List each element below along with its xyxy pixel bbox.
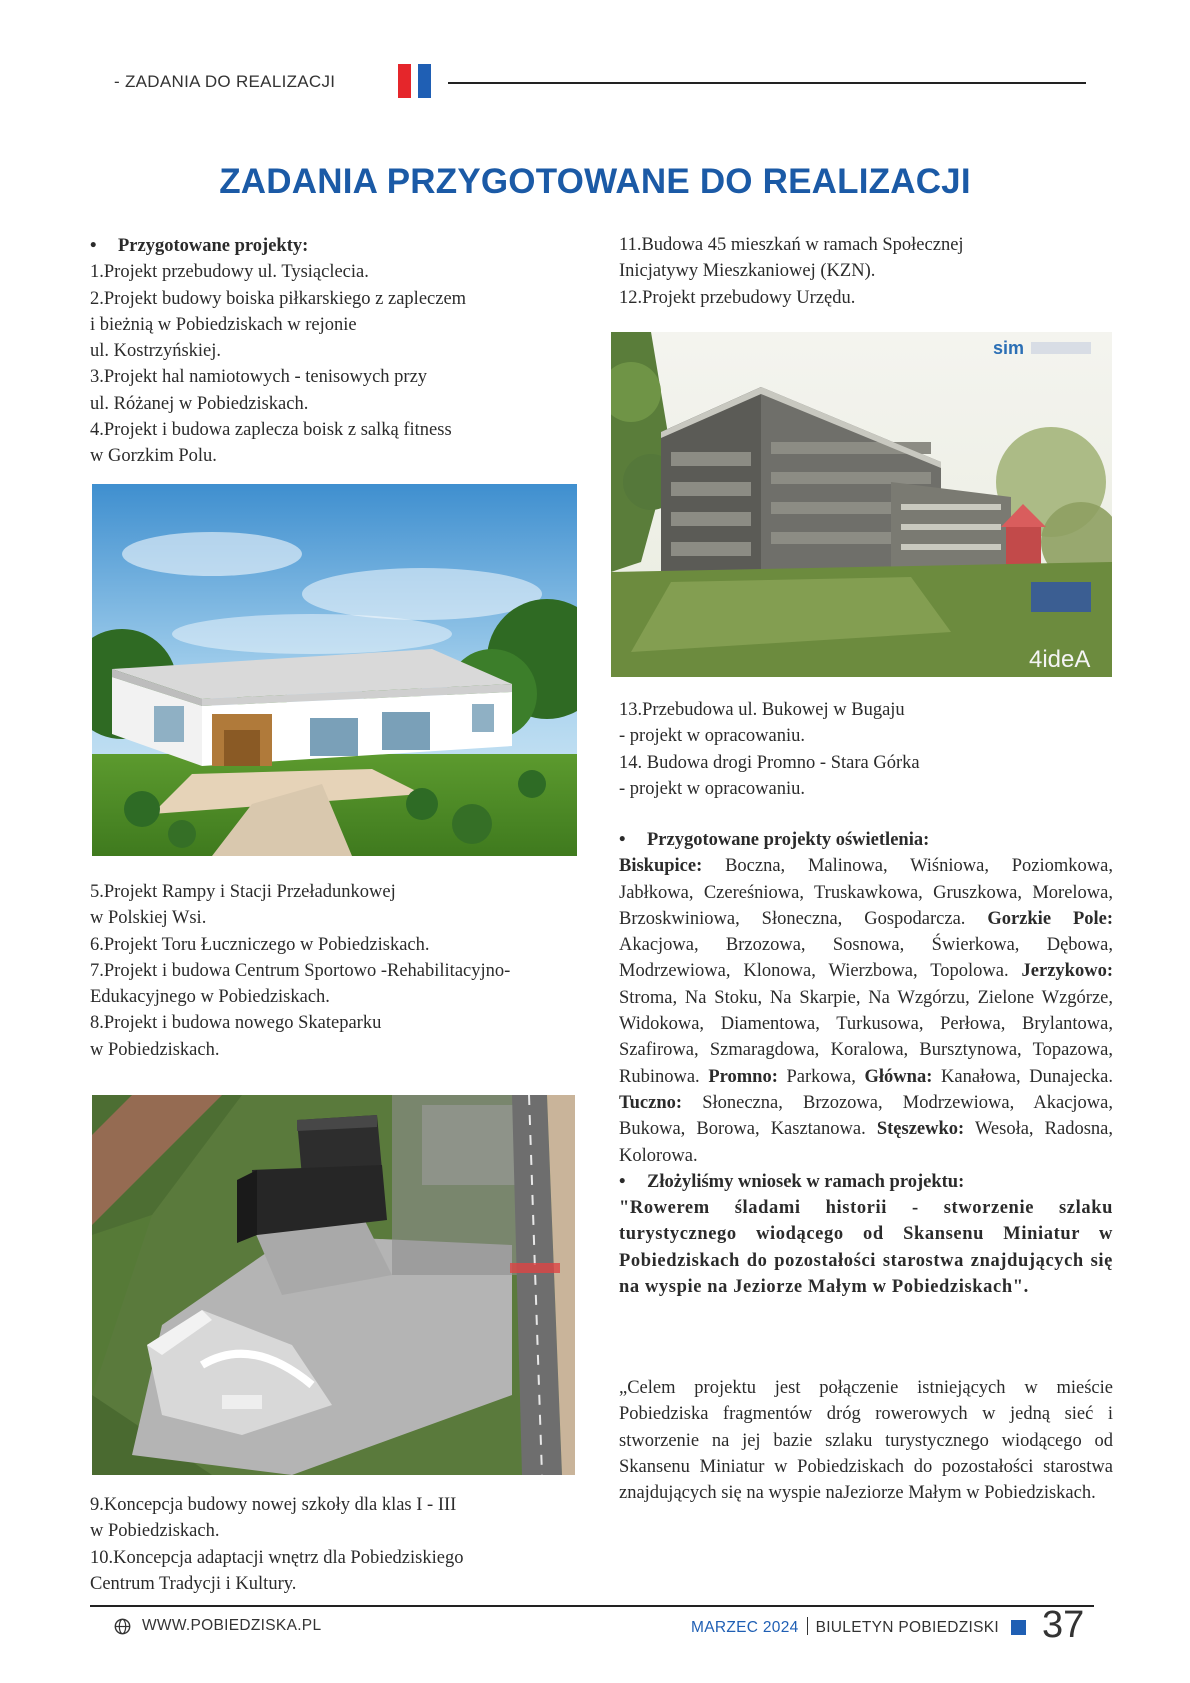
street-list: Wesoła, Radosna, Kolorowa. <box>619 1119 1113 1166</box>
list-item: w Polskiej Wsi. <box>90 908 207 929</box>
list-item: 6.Projekt Toru Łuczniczego w Pobiedziskach. <box>90 934 430 955</box>
list-item: 10.Koncepcja adaptacji wnętrz dla Pobiedziskiego <box>90 1547 464 1568</box>
street-list: Akacjowa, Brzozowa, Sosnowa, Świerkowa, Dębowa, Modrzewiowa, Klonowa, Wierzbowa, Topolowa. <box>619 935 1113 982</box>
header-divider <box>448 82 1086 84</box>
left-projects-block-2 <box>90 879 580 1063</box>
sports-facility-rendering <box>92 484 577 856</box>
village-label: Główna: <box>864 1066 933 1087</box>
aerial-skatepark-rendering <box>92 1095 575 1475</box>
village-label: Tuczno: <box>619 1092 683 1113</box>
list-item: 4.Projekt i budowa zaplecza boisk z salką fitness <box>90 420 452 441</box>
lighting-projects-block <box>619 827 1113 1300</box>
footer-square-marker <box>1011 1620 1026 1635</box>
grant-quote: „Celem projektu jest połączenie istniejących w mieście Pobiedziska fragmentów dróg rowerowych w jedną sieć i stworzenie na jej bazie szlaku turystycznego wiodącego od Skansenu Miniatur w Pobiedziskach do pozostałości starostwa znajdujących się na wyspie naJeziorze Małym w Pobiedziskach. <box>619 1378 1113 1504</box>
village-label: Biskupice: <box>619 856 703 877</box>
list-item: ul. Kostrzyńskiej. <box>90 341 222 362</box>
list-item: Edukacyjnego w Pobiedziskach. <box>90 987 330 1008</box>
right-projects-block-2 <box>619 697 1109 802</box>
left-projects-block <box>90 233 570 470</box>
right-projects-block <box>619 232 1109 311</box>
list-item: 14. Budowa drogi Promno - Stara Górka <box>619 752 920 773</box>
footer-divider <box>90 1605 1094 1607</box>
village-label: Gorzkie Pole: <box>987 908 1114 929</box>
list-item: - projekt w opracowaniu. <box>619 778 805 799</box>
grant-heading: • Złożyliśmy wniosek w ramach projektu: <box>619 1169 1113 1195</box>
list-item: 13.Przebudowa ul. Bukowej w Bugaju <box>619 700 905 720</box>
lighting-streets-paragraph <box>619 853 1113 1169</box>
list-item: Centrum Tradycji i Kultury. <box>90 1573 297 1594</box>
page-number: 37 <box>1042 1604 1085 1646</box>
list-item: w Pobiedziskach. <box>90 1039 220 1060</box>
street-list: Słoneczna, Brzozowa, Modrzewiowa, Akacjowa, Bukowa, Borowa, Kasztanowa. <box>619 1092 1113 1140</box>
flag-red-bar <box>398 64 411 98</box>
list-item: w Gorzkim Polu. <box>90 446 217 467</box>
list-item: 2.Projekt budowy boiska piłkarskiego z zapleczem <box>90 288 467 309</box>
list-item: 11.Budowa 45 mieszkań w ramach Społecznej <box>619 235 964 255</box>
section-label: - ZADANIA DO REALIZACJI <box>114 72 336 91</box>
list-item: 12.Projekt przebudowy Urzędu. <box>619 287 856 308</box>
projects-heading: • Przygotowane projekty: <box>90 233 570 259</box>
list-item: - projekt w opracowaniu. <box>619 726 805 747</box>
footer-issue <box>691 1617 999 1637</box>
globe-icon <box>114 1618 131 1635</box>
list-item: 1.Projekt przebudowy ul. Tysiąclecia. <box>90 262 369 283</box>
lighting-heading: • Przygotowane projekty oświetlenia: <box>619 827 1113 853</box>
left-projects-block-3 <box>90 1492 580 1597</box>
list-item: 7.Projekt i budowa Centrum Sportowo -Rehabilitacyjno- <box>90 960 511 981</box>
village-label: Promno: <box>708 1066 778 1087</box>
issue-month: MARZEC 2024 <box>691 1619 799 1636</box>
list-item: 5.Projekt Rampy i Stacji Przeładunkowej <box>90 882 396 902</box>
village-label: Stęszewko: <box>876 1119 965 1140</box>
street-list: Boczna, Malinowa, Wiśniowa, Poziomkowa, Jabłkowa, Czereśniowa, Truskawkowa, Gruszkowa, Morelowa, Brzoskwiniowa, Słoneczna, Gospodarcza. <box>619 856 1113 929</box>
village-label: Jerzykowo: <box>1021 961 1113 982</box>
grant-project-title: "Rowerem śladami historii - stworzenie szlaku turystycznego wiodącego od Skansenu Miniatur w Pobiedziskach do pozostałości starostwa znajdujących się na wyspie na Jeziorze Małym w Pobiedziskach". <box>619 1198 1113 1298</box>
page-title: ZADANIA PRZYGOTOWANE DO REALIZACJI <box>219 162 971 201</box>
list-item: i bieżnią w Pobiedziskach w rejonie <box>90 314 357 335</box>
website-link[interactable]: WWW.POBIEDZISKA.PL <box>142 1617 322 1634</box>
apartment-building-rendering <box>611 332 1112 677</box>
footer-separator <box>807 1617 808 1635</box>
street-list: Parkowa, <box>777 1066 865 1087</box>
list-item: ul. Różanej w Pobiedziskach. <box>90 393 309 414</box>
street-list: Kanałowa, Dunajecka. <box>932 1066 1114 1087</box>
publication-name: BIULETYN POBIEDZISKI <box>815 1619 999 1636</box>
flag-blue-bar <box>418 64 431 98</box>
4idea-watermark: 4ideA <box>1029 646 1091 673</box>
sim-logo: sim <box>993 338 1025 358</box>
list-item: 9.Koncepcja budowy nowej szkoły dla klas I - III <box>90 1495 457 1515</box>
list-item: Inicjatywy Mieszkaniowej (KZN). <box>619 261 876 282</box>
list-item: w Pobiedziskach. <box>90 1521 220 1542</box>
list-item: 3.Projekt hal namiotowych - tenisowych przy <box>90 367 428 388</box>
street-list: Stroma, Na Stoku, Na Skarpie, Na Wzgórzu, Zielone Wzgórze, Widokowa, Diamentowa, Turkusowa, Perłowa, Brylantowa, Szafirowa, Szmaragdowa, Koralowa, Bursztynowa, Topazowa, Rubinowa. <box>619 987 1113 1087</box>
list-item: 8.Projekt i budowa nowego Skateparku <box>90 1013 382 1034</box>
